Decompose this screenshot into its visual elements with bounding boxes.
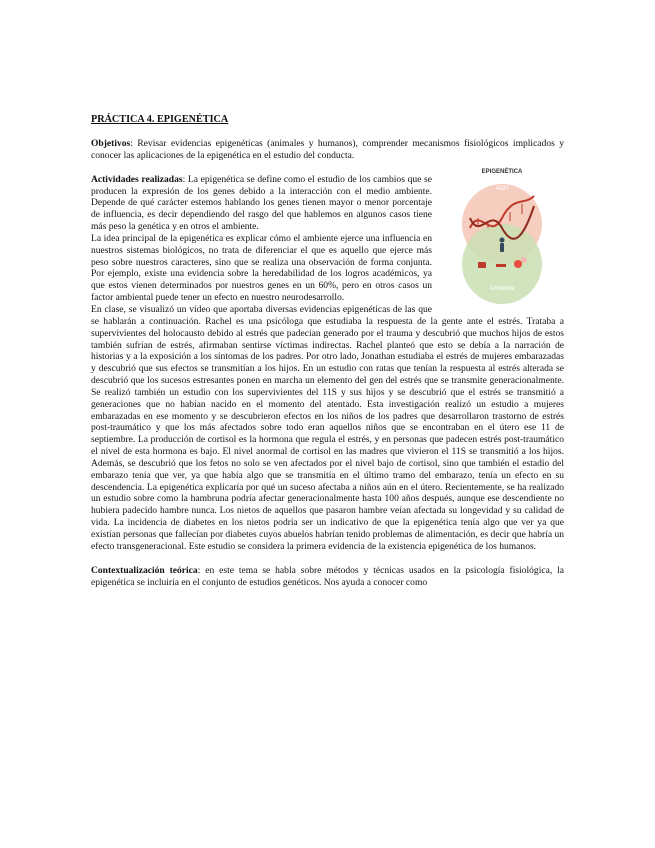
context-paragraph	[91, 565, 564, 589]
context-text: : en este tema se habla sobre métodos y técnicas usados en la psicología fisiológica, la epigenética se incluiría en el conjunto de estudios genéticos. Nos ayuda a conocer como	[91, 564, 564, 588]
context-label: Contextualización teórica	[91, 564, 198, 576]
objectives-text: : Revisar evidencias epigenéticas (animales y humanos), comprender mecanismos fisiológicos implicados y conocer las aplicaciones de la epigenética en el estudio del conducta.	[91, 138, 564, 161]
activities-label: Actividades realizadas	[91, 173, 183, 185]
dna-label: ADN	[495, 185, 509, 192]
figure-title: EPIGENÉTICA	[481, 168, 523, 175]
activities-paragraph-3: En clase, se visualizó un vídeo que aportaba diversas evidencias epigenéticas de las que se hablarán a continuación. Rachel es una psicóloga que estudiaba la respuesta de la gente ante el estrés. Trataba a supervivientes del holocausto debido al estrés que padecían generado por el trauma y descubrió que muchos hijos de estos también sufrían de estrés, afirmaban sentirse víctimas indirectas. Rachel planteó que esto se debía a la narración de historias y a la exposición a los síntomas de los padres. Por otro lado, Jonathan estudiaba el estrés de mujeres embarazadas y descubrió que sus efectos se transmitían a los hijos. En un estudio con ratas que tenían la respuesta al estrés alterada se descubrió que los sucesos estresantes ponen en marcha un elemento del gen del estrés que se transmite generacionalmente. Se realizó también un estudio con los supervivientes del 11S y sus hijos y se descubrió que el estrés se transmitió a generaciones que no habían nacido en el momento del atentado. Esta investigación realizó un estudio a mujeres embarazadas en ese momento y se descubrieron efectos en los niños de los padres que desarrollaron trastorno de estrés post-traumático y que los más afectados sobre todo eran aquellos niños que se encontraban en el útero ese 11 de septiembre. La producción de cortisol es la hormona que regula el estrés, y en personas que padecen estrés post-traumático el nivel de esta hormona es bajo. El nivel anormal de cortisol en las madres que vivieron el 11S se transmitió a los hijos. Además, se descubrió que los fetos no solo se ven afectados por el nivel bajo de cortisol, sino que también el estadio del embarazo tenía que ver, ya que había algo que se transmitía en el último tramo del embarazo, tenía un efecto en su descendencia. La epigenética explicaría por qué un suceso afectaba a niños aún en el útero. Recientemente, se ha realizado un estudio sobre como la hambruna podría afectar generacionalmente hasta 100 años después, aunque ese descendiente no hubiera padecido hambre nunca. Los nietos de aquellos que pasaron hambre veían afectada su longevidad y su calidad de vida. La incidencia de diabetes en los nietos podría ser un indicativo de que la epigenética tenía algo que ver ya que existían personas que fallecían por diabetes cuyos abuelos habrían tenido problemas de alimentación, es decir que habría un efecto transgeneracional. Este estudio se considera la primera evidencia de la existencia epigenética de los humanos.	[91, 303, 564, 552]
epigenetics-figure	[440, 166, 564, 310]
objectives-label: Objetivos	[91, 138, 131, 149]
person-icon	[500, 237, 505, 252]
page-title: PRÁCTICA 4. EPIGENÉTICA	[91, 114, 229, 125]
environment-label: Ambiente	[489, 285, 515, 292]
activities-paragraph-2: La idea principal de la epigenética es explicar cómo el ambiente ejerce una influencia en nuestros sistemas biológicos, no trata de diferenciar el que es aquello que ejerce más peso sobre nuestros caracteres, sino que se realiza una observación de forma conjunta. Por ejemplo, existe una evidencia sobre la heredabilidad de los logros académicos, ya que estos vienen determinados por nuestros genes en un 60%, pero en otros casos un factor ambiental puede tener un efecto en nuestro neurodesarrollo.	[91, 232, 432, 304]
objectives-paragraph	[91, 138, 564, 162]
activities-text: : La epigenética se define como el estudio de los cambios que se producen la expresión de los genes debido a la interacción con el medio ambiente. Depende de qué carácter estemos hablando los genes tienen mayor o menor porcentaje de influencia, es decir dependiendo del rasgo del que hablemos en algunos casos tiene más peso la genética y en otros el ambiente.	[91, 173, 432, 233]
document-body	[91, 114, 564, 588]
